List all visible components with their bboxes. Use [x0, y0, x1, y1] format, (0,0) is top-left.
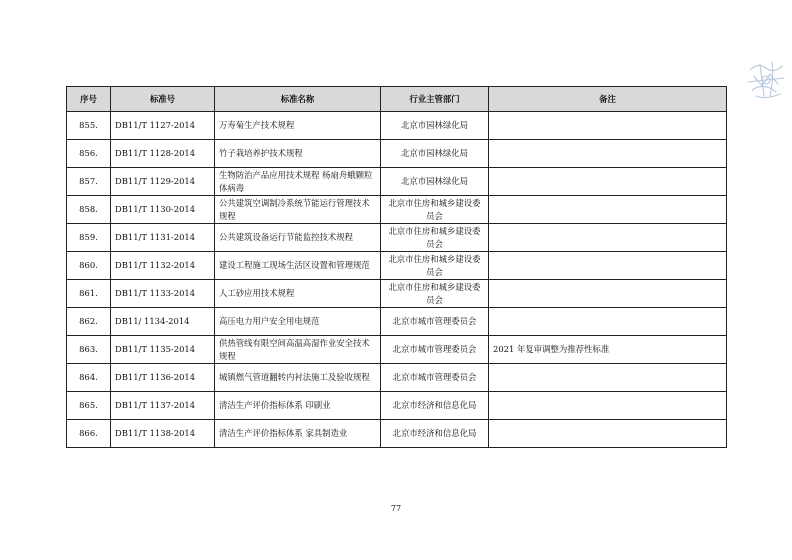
row-serial: 862.	[67, 308, 111, 336]
row-standard-code: DB11/T 1136-2014	[111, 364, 215, 392]
row-standard-name: 供热管线有限空间高温高湿作业安全技术规程	[215, 336, 381, 364]
row-remarks	[489, 280, 727, 308]
row-serial: 865.	[67, 392, 111, 420]
row-department: 北京市园林绿化局	[381, 112, 489, 140]
row-department: 北京市城市管理委员会	[381, 364, 489, 392]
row-remarks	[489, 252, 727, 280]
table-row	[67, 196, 727, 224]
row-department: 北京市城市管理委员会	[381, 308, 489, 336]
table-row	[67, 252, 727, 280]
header-department: 行业主管部门	[381, 87, 489, 112]
row-department: 北京市住房和城乡建设委员会	[381, 280, 489, 308]
row-standard-code: DB11/T 1137-2014	[111, 392, 215, 420]
row-department: 北京市园林绿化局	[381, 140, 489, 168]
row-standard-code: DB11/ 1134-2014	[111, 308, 215, 336]
standards-table	[66, 86, 727, 448]
row-standard-name: 人工砂应用技术规程	[215, 280, 381, 308]
table-row	[67, 308, 727, 336]
row-remarks	[489, 196, 727, 224]
page-number: 77	[390, 504, 402, 513]
row-standard-name: 生物防治产品应用技术规程 杨扇舟蛾颗粒体病毒	[215, 168, 381, 196]
row-standard-code: DB11/T 1138-2014	[111, 420, 215, 448]
row-department: 北京市住房和城乡建设委员会	[381, 196, 489, 224]
row-standard-code: DB11/T 1132-2014	[111, 252, 215, 280]
table-row	[67, 392, 727, 420]
row-remarks	[489, 364, 727, 392]
row-remarks	[489, 420, 727, 448]
row-serial: 861.	[67, 280, 111, 308]
table-row	[67, 224, 727, 252]
row-standard-code: DB11/T 1128-2014	[111, 140, 215, 168]
table-header-row	[67, 87, 727, 112]
header-serial: 序号	[67, 87, 111, 112]
table-row	[67, 140, 727, 168]
row-serial: 866.	[67, 420, 111, 448]
row-remarks: 2021 年复审调整为推荐性标准	[489, 336, 727, 364]
row-standard-name: 公共建筑设备运行节能监控技术规程	[215, 224, 381, 252]
row-standard-name: 万寿菊生产技术规程	[215, 112, 381, 140]
header-standard-name: 标准名称	[215, 87, 381, 112]
row-standard-code: DB11/T 1135-2014	[111, 336, 215, 364]
row-department: 北京市住房和城乡建设委员会	[381, 252, 489, 280]
row-standard-code: DB11/T 1133-2014	[111, 280, 215, 308]
row-department: 北京市园林绿化局	[381, 168, 489, 196]
header-remarks: 备注	[489, 87, 727, 112]
table-row	[67, 168, 727, 196]
row-department: 北京市经济和信息化局	[381, 392, 489, 420]
row-serial: 864.	[67, 364, 111, 392]
table-row	[67, 280, 727, 308]
stamp-watermark-icon	[744, 56, 788, 102]
table-row	[67, 112, 727, 140]
row-serial: 857.	[67, 168, 111, 196]
header-standard-code: 标准号	[111, 87, 215, 112]
row-standard-name: 清洁生产评价指标体系 印刷业	[215, 392, 381, 420]
row-standard-name: 公共建筑空调制冷系统节能运行管理技术规程	[215, 196, 381, 224]
row-serial: 860.	[67, 252, 111, 280]
row-standard-code: DB11/T 1129-2014	[111, 168, 215, 196]
table-row	[67, 420, 727, 448]
row-standard-code: DB11/T 1131-2014	[111, 224, 215, 252]
row-standard-name: 清洁生产评价指标体系 家具制造业	[215, 420, 381, 448]
row-remarks	[489, 224, 727, 252]
row-serial: 859.	[67, 224, 111, 252]
table-row	[67, 364, 727, 392]
row-serial: 863.	[67, 336, 111, 364]
row-standard-code: DB11/T 1130-2014	[111, 196, 215, 224]
table-row	[67, 336, 727, 364]
row-serial: 858.	[67, 196, 111, 224]
row-standard-name: 竹子栽培养护技术规程	[215, 140, 381, 168]
row-remarks	[489, 168, 727, 196]
row-department: 北京市住房和城乡建设委员会	[381, 224, 489, 252]
row-department: 北京市经济和信息化局	[381, 420, 489, 448]
row-serial: 856.	[67, 140, 111, 168]
row-standard-name: 高压电力用户安全用电规范	[215, 308, 381, 336]
row-remarks	[489, 308, 727, 336]
row-remarks	[489, 392, 727, 420]
row-serial: 855.	[67, 112, 111, 140]
row-department: 北京市城市管理委员会	[381, 336, 489, 364]
row-remarks	[489, 112, 727, 140]
row-remarks	[489, 140, 727, 168]
row-standard-code: DB11/T 1127-2014	[111, 112, 215, 140]
row-standard-name: 建设工程施工现场生活区设置和管理规范	[215, 252, 381, 280]
row-standard-name: 城镇燃气管道翻转内衬法施工及验收规程	[215, 364, 381, 392]
